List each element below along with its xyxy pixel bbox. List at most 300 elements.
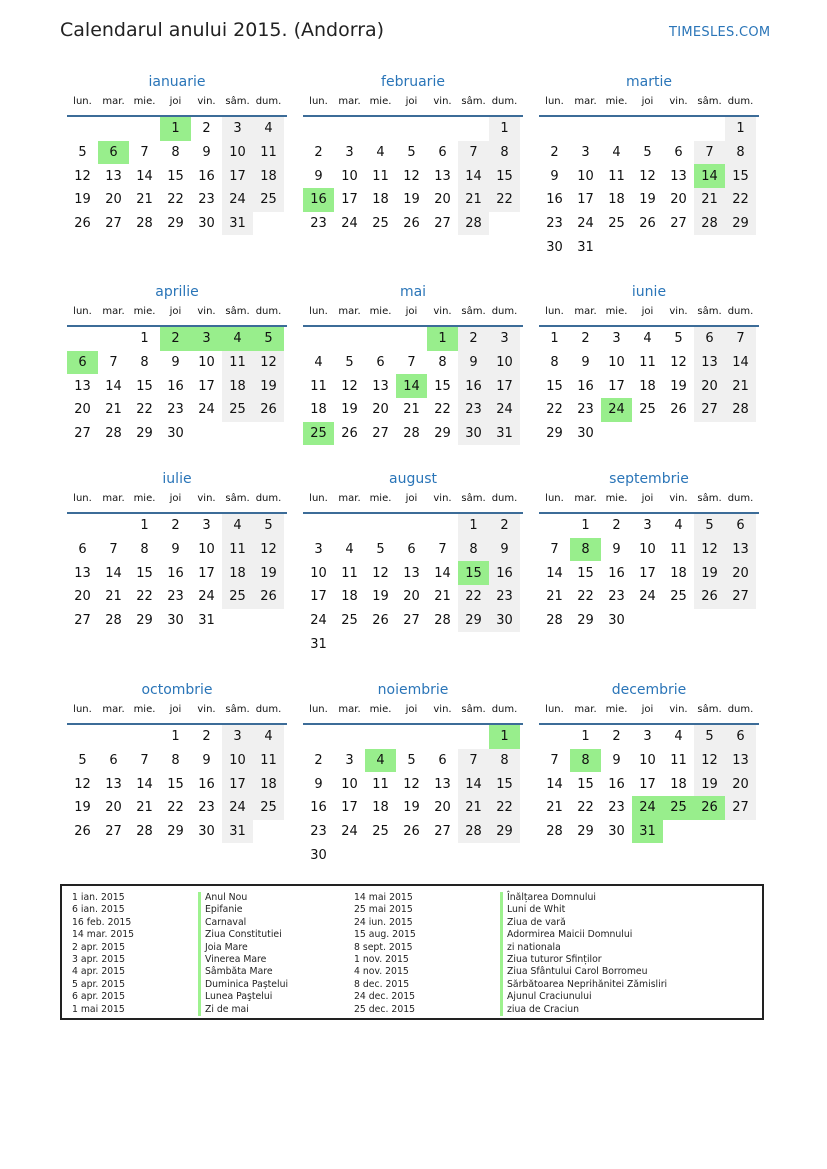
day-cell: 11 (372, 168, 389, 184)
day-cell: 22 (489, 796, 520, 820)
day-cell: 20 (403, 589, 420, 605)
weekday-label: lun. (73, 96, 92, 107)
day-cell: 24 (489, 398, 520, 422)
day-cell: 16 (608, 776, 625, 792)
day-cell: 17 (577, 192, 594, 208)
day-cell: 28 (725, 398, 756, 422)
weekday-label: joi (405, 493, 418, 504)
day-cell: 1 (581, 518, 590, 534)
empty-cell (570, 117, 601, 141)
legend-date: 25 mai 2015 (354, 904, 413, 916)
day-cell: 30 (546, 239, 563, 255)
day-cell: 26 (253, 585, 284, 609)
weekday-label: vin. (433, 96, 452, 107)
day-cell: 22 (167, 800, 184, 816)
day-cell: 13 (74, 565, 91, 581)
day-cell: 19 (403, 192, 420, 208)
day-cell: 8 (171, 145, 180, 161)
day-cell: 14 (546, 776, 563, 792)
holiday-day-cell: 8 (570, 749, 601, 773)
day-cell: 6 (78, 542, 87, 558)
weekday-header (539, 303, 759, 327)
day-cell: 30 (608, 824, 625, 840)
day-cell: 5 (78, 753, 87, 769)
empty-cell (98, 725, 129, 749)
weekday-label: dum. (255, 704, 282, 715)
holiday-day-cell: 24 (632, 796, 663, 820)
day-cell: 18 (670, 565, 687, 581)
empty-cell (365, 725, 396, 749)
day-cell: 20 (372, 402, 389, 418)
day-cell: 29 (577, 824, 594, 840)
day-cell: 5 (407, 753, 416, 769)
day-grid (303, 514, 523, 656)
day-cell: 12 (639, 168, 656, 184)
day-cell: 1 (581, 729, 590, 745)
day-cell: 15 (725, 164, 756, 188)
day-cell: 9 (612, 753, 621, 769)
day-cell: 15 (489, 772, 520, 796)
day-cell: 10 (639, 753, 656, 769)
weekday-label: mie. (133, 493, 156, 504)
weekday-label: sâm. (461, 306, 486, 317)
day-cell: 12 (372, 565, 389, 581)
day-cell: 30 (608, 613, 625, 629)
day-cell: 21 (105, 402, 122, 418)
legend-holiday-name: Ziua tuturor Sfinților (500, 954, 667, 966)
legend-holiday-name: Sărbătoarea Neprihănitei Zămisliri (500, 979, 667, 991)
day-cell: 29 (434, 426, 451, 442)
legend-holiday-name: Duminica Paștelui (198, 979, 288, 991)
day-cell: 24 (341, 216, 358, 232)
weekday-label: mar. (574, 704, 597, 715)
day-cell: 12 (694, 749, 725, 773)
month-septembrie (539, 468, 759, 632)
day-cell: 9 (171, 355, 180, 371)
weekday-label: lun. (309, 96, 328, 107)
day-cell: 3 (643, 518, 652, 534)
day-cell: 9 (458, 351, 489, 375)
day-cell: 29 (725, 212, 756, 236)
empty-cell (539, 725, 570, 749)
day-cell: 22 (489, 188, 520, 212)
day-cell: 19 (253, 561, 284, 585)
day-cell: 9 (581, 355, 590, 371)
day-cell: 13 (670, 168, 687, 184)
weekday-label: mie. (133, 306, 156, 317)
weekday-label: mie. (133, 96, 156, 107)
weekday-label: vin. (433, 306, 452, 317)
legend-holiday-name: Vinerea Mare (198, 954, 288, 966)
day-cell: 15 (136, 565, 153, 581)
day-cell: 25 (639, 402, 656, 418)
weekday-label: lun. (545, 704, 564, 715)
day-cell: 13 (434, 168, 451, 184)
weekday-label: joi (405, 306, 418, 317)
page-title: Calendarul anului 2015. (Andorra) (60, 19, 385, 41)
weekday-label: sâm. (461, 493, 486, 504)
day-cell: 16 (310, 800, 327, 816)
weekday-label: mie. (133, 704, 156, 715)
day-cell: 17 (608, 378, 625, 394)
day-grid (67, 327, 287, 445)
month-name: aprilie (155, 284, 199, 300)
day-cell: 25 (253, 188, 284, 212)
day-cell: 2 (612, 518, 621, 534)
day-cell: 26 (694, 585, 725, 609)
day-cell: 18 (222, 374, 253, 398)
empty-cell (365, 327, 396, 351)
legend-date: 6 apr. 2015 (72, 991, 126, 1003)
day-cell: 17 (639, 776, 656, 792)
day-cell: 29 (458, 609, 489, 633)
day-cell: 3 (222, 725, 253, 749)
month-name: iunie (631, 284, 667, 300)
day-cell: 31 (577, 239, 594, 255)
weekday-label: dum. (727, 96, 754, 107)
day-cell: 25 (608, 216, 625, 232)
day-cell: 10 (341, 776, 358, 792)
legend-holiday-name: Ajunul Craciunului (500, 991, 667, 1003)
holiday-day-cell: 4 (222, 327, 253, 351)
day-cell: 5 (376, 542, 385, 558)
day-cell: 2 (489, 514, 520, 538)
day-cell: 20 (725, 561, 756, 585)
empty-cell (427, 514, 458, 538)
day-cell: 28 (105, 426, 122, 442)
day-cell: 14 (725, 351, 756, 375)
day-cell: 31 (222, 212, 253, 236)
weekday-label: joi (169, 704, 182, 715)
day-cell: 29 (577, 613, 594, 629)
day-cell: 27 (105, 824, 122, 840)
day-cell: 10 (222, 141, 253, 165)
day-cell: 2 (612, 729, 621, 745)
day-cell: 2 (581, 331, 590, 347)
day-cell: 9 (314, 776, 323, 792)
day-cell: 25 (341, 613, 358, 629)
day-cell: 16 (546, 192, 563, 208)
day-cell: 15 (434, 378, 451, 394)
holiday-day-cell: 15 (458, 561, 489, 585)
day-cell: 21 (546, 800, 563, 816)
day-cell: 6 (674, 145, 683, 161)
weekday-label: joi (641, 704, 654, 715)
day-cell: 9 (489, 538, 520, 562)
legend-holiday-name: Sâmbăta Mare (198, 966, 288, 978)
day-cell: 31 (310, 636, 327, 652)
day-cell: 9 (202, 753, 211, 769)
weekday-header (539, 701, 759, 725)
month-octombrie (67, 679, 287, 843)
day-cell: 21 (136, 192, 153, 208)
weekday-label: vin. (197, 306, 216, 317)
weekday-label: dum. (491, 493, 518, 504)
day-cell: 26 (403, 216, 420, 232)
day-cell: 5 (694, 514, 725, 538)
empty-cell (334, 514, 365, 538)
month-name: august (389, 471, 437, 487)
day-cell: 3 (612, 331, 621, 347)
day-cell: 2 (458, 327, 489, 351)
day-cell: 10 (608, 355, 625, 371)
empty-cell (458, 725, 489, 749)
day-cell: 6 (438, 753, 447, 769)
day-cell: 21 (546, 589, 563, 605)
day-cell: 7 (140, 145, 149, 161)
legend-names-right (500, 892, 667, 1016)
day-cell: 19 (372, 589, 389, 605)
day-cell: 23 (167, 589, 184, 605)
day-cell: 5 (345, 355, 354, 371)
empty-cell (396, 514, 427, 538)
day-cell: 19 (253, 374, 284, 398)
weekday-label: dum. (491, 96, 518, 107)
day-cell: 26 (253, 398, 284, 422)
day-cell: 15 (577, 776, 594, 792)
day-cell: 4 (674, 518, 683, 534)
month-ianuarie (67, 71, 287, 235)
holiday-day-cell: 6 (98, 141, 129, 165)
day-cell: 27 (670, 216, 687, 232)
day-cell: 13 (725, 749, 756, 773)
month-name: martie (626, 74, 672, 90)
day-cell: 23 (458, 398, 489, 422)
empty-cell (632, 117, 663, 141)
day-cell: 14 (105, 378, 122, 394)
day-cell: 12 (253, 538, 284, 562)
day-cell: 11 (372, 776, 389, 792)
weekday-label: mar. (102, 96, 125, 107)
weekday-label: lun. (309, 306, 328, 317)
day-cell: 18 (670, 776, 687, 792)
day-cell: 5 (78, 145, 87, 161)
legend-date: 25 dec. 2015 (354, 1003, 416, 1015)
weekday-label: joi (405, 96, 418, 107)
day-cell: 13 (74, 378, 91, 394)
holiday-day-cell: 6 (67, 351, 98, 375)
holiday-day-cell: 1 (160, 117, 191, 141)
day-cell: 23 (310, 216, 327, 232)
day-cell: 8 (550, 355, 559, 371)
day-cell: 23 (546, 216, 563, 232)
day-cell: 16 (167, 378, 184, 394)
legend-date: 16 feb. 2015 (72, 916, 132, 928)
day-cell: 25 (372, 216, 389, 232)
day-grid (539, 327, 759, 445)
day-cell: 22 (136, 402, 153, 418)
day-cell: 23 (489, 585, 520, 609)
day-cell: 7 (725, 327, 756, 351)
month-name: mai (399, 284, 427, 300)
day-cell: 13 (403, 565, 420, 581)
day-cell: 19 (694, 561, 725, 585)
day-cell: 30 (198, 824, 215, 840)
holiday-day-cell: 14 (396, 374, 427, 398)
day-cell: 14 (105, 565, 122, 581)
day-cell: 21 (434, 589, 451, 605)
legend-holiday-name: Lunea Paştelui (198, 991, 288, 1003)
day-cell: 26 (74, 216, 91, 232)
weekday-label: dum. (491, 704, 518, 715)
day-grid (539, 514, 759, 632)
day-cell: 10 (222, 749, 253, 773)
day-cell: 30 (458, 422, 489, 446)
weekday-label: mie. (605, 96, 628, 107)
day-cell: 25 (253, 796, 284, 820)
day-cell: 28 (136, 216, 153, 232)
day-cell: 13 (434, 776, 451, 792)
legend-date: 14 mai 2015 (354, 892, 413, 903)
legend-holiday-name: Înălțarea Domnului (500, 892, 667, 904)
day-cell: 4 (674, 729, 683, 745)
day-cell: 17 (341, 192, 358, 208)
day-cell: 28 (136, 824, 153, 840)
day-cell: 28 (403, 426, 420, 442)
day-cell: 26 (372, 613, 389, 629)
weekday-label: mar. (102, 704, 125, 715)
day-cell: 25 (670, 589, 687, 605)
weekday-label: mar. (102, 493, 125, 504)
day-cell: 31 (198, 613, 215, 629)
day-cell: 21 (136, 800, 153, 816)
month-iulie (67, 468, 287, 632)
empty-cell (396, 327, 427, 351)
day-cell: 20 (74, 402, 91, 418)
legend-date: 1 ian. 2015 (72, 892, 125, 903)
day-cell: 28 (105, 613, 122, 629)
weekday-label: lun. (73, 704, 92, 715)
day-cell: 28 (434, 613, 451, 629)
weekday-header (67, 490, 287, 514)
day-cell: 24 (198, 402, 215, 418)
day-cell: 16 (167, 565, 184, 581)
day-cell: 5 (643, 145, 652, 161)
day-cell: 19 (403, 800, 420, 816)
empty-cell (303, 327, 334, 351)
day-cell: 19 (74, 800, 91, 816)
day-cell: 19 (341, 402, 358, 418)
day-cell: 6 (109, 753, 118, 769)
empty-cell (601, 117, 632, 141)
weekday-label: joi (169, 306, 182, 317)
weekday-label: sâm. (697, 306, 722, 317)
day-cell: 19 (639, 192, 656, 208)
day-cell: 23 (577, 402, 594, 418)
weekday-header (539, 93, 759, 117)
empty-cell (67, 725, 98, 749)
day-cell: 14 (546, 565, 563, 581)
weekday-label: joi (641, 493, 654, 504)
legend-holiday-name: Ziua Sfântului Carol Borromeu (500, 966, 667, 978)
day-cell: 23 (167, 402, 184, 418)
legend-date: 8 dec. 2015 (354, 978, 410, 990)
day-cell: 25 (372, 824, 389, 840)
day-cell: 18 (639, 378, 656, 394)
day-cell: 12 (74, 776, 91, 792)
day-cell: 2 (171, 518, 180, 534)
holiday-day-cell: 1 (489, 725, 520, 749)
day-cell: 13 (105, 168, 122, 184)
day-cell: 27 (434, 824, 451, 840)
day-cell: 19 (670, 378, 687, 394)
day-cell: 12 (403, 776, 420, 792)
weekday-header (539, 490, 759, 514)
day-cell: 16 (198, 168, 215, 184)
day-cell: 13 (105, 776, 122, 792)
weekday-label: vin. (197, 96, 216, 107)
day-cell: 3 (222, 117, 253, 141)
day-cell: 26 (403, 824, 420, 840)
day-cell: 19 (74, 192, 91, 208)
day-cell: 8 (140, 355, 149, 371)
legend-holiday-name: Adormirea Maicii Domnului (500, 929, 667, 941)
day-cell: 7 (550, 753, 559, 769)
empty-cell (98, 117, 129, 141)
day-cell: 11 (253, 141, 284, 165)
day-cell: 1 (550, 331, 559, 347)
day-cell: 27 (372, 426, 389, 442)
day-cell: 17 (222, 772, 253, 796)
weekday-label: joi (169, 493, 182, 504)
holiday-day-cell: 31 (632, 820, 663, 844)
day-cell: 8 (140, 542, 149, 558)
day-cell: 13 (372, 378, 389, 394)
day-cell: 4 (376, 145, 385, 161)
empty-cell (663, 117, 694, 141)
holiday-day-cell: 24 (601, 398, 632, 422)
day-cell: 30 (310, 847, 327, 863)
day-cell: 3 (489, 327, 520, 351)
legend-holiday-name: ziua de Craciun (500, 1004, 667, 1016)
day-cell: 18 (372, 800, 389, 816)
weekday-label: mar. (338, 96, 361, 107)
day-cell: 20 (725, 772, 756, 796)
day-cell: 26 (74, 824, 91, 840)
legend-dates-right (354, 892, 416, 1016)
day-grid (303, 327, 523, 445)
day-cell: 29 (546, 426, 563, 442)
day-cell: 7 (458, 141, 489, 165)
day-cell: 16 (489, 561, 520, 585)
day-cell: 26 (639, 216, 656, 232)
empty-cell (303, 514, 334, 538)
day-cell: 4 (314, 355, 323, 371)
day-cell: 26 (670, 402, 687, 418)
day-cell: 18 (253, 772, 284, 796)
day-cell: 23 (608, 800, 625, 816)
weekday-label: dum. (727, 704, 754, 715)
brand-link[interactable]: TIMESLES.COM (669, 25, 771, 40)
holiday-day-cell: 4 (365, 749, 396, 773)
month-decembrie (539, 679, 759, 843)
day-cell: 17 (222, 164, 253, 188)
day-cell: 10 (198, 355, 215, 371)
day-cell: 24 (222, 796, 253, 820)
holiday-day-cell: 26 (694, 796, 725, 820)
day-cell: 13 (725, 538, 756, 562)
legend-date: 1 mai 2015 (72, 1003, 125, 1015)
day-grid (303, 117, 523, 235)
day-cell: 21 (105, 589, 122, 605)
day-cell: 5 (694, 725, 725, 749)
empty-cell (98, 327, 129, 351)
day-cell: 27 (403, 613, 420, 629)
day-cell: 30 (167, 426, 184, 442)
day-cell: 17 (198, 378, 215, 394)
day-cell: 13 (694, 351, 725, 375)
weekday-label: dum. (727, 306, 754, 317)
